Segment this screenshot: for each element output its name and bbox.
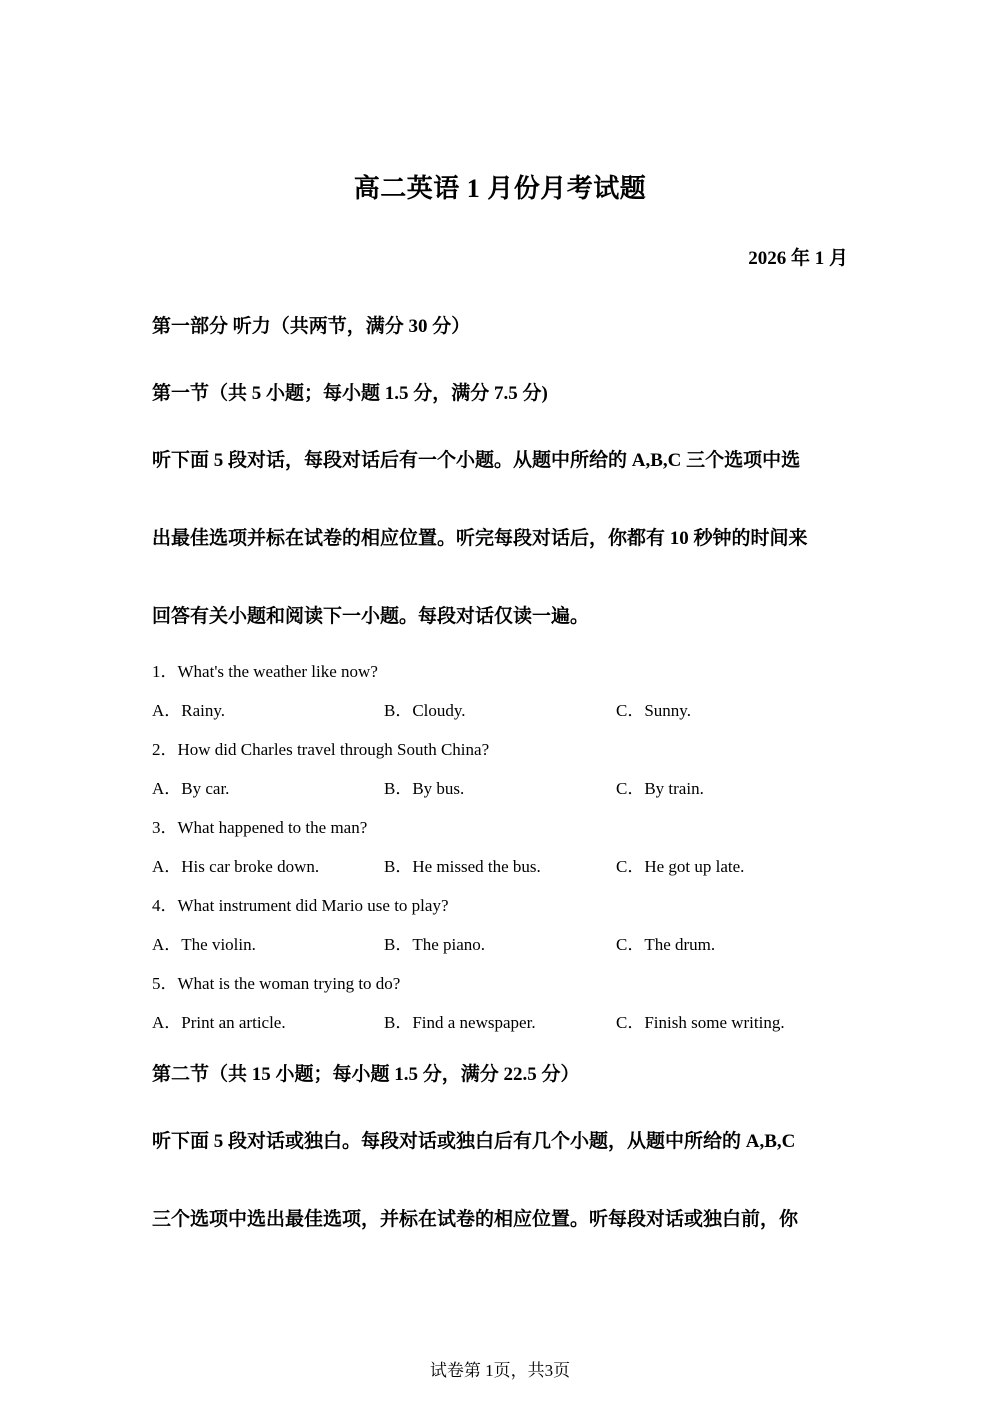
option-a: A．The violin. [152, 935, 256, 954]
question-options [152, 930, 852, 952]
question-stem: 2．How did Charles travel through South China? [152, 740, 490, 759]
option-a: A．Rainy. [152, 701, 226, 720]
option-b: B．He missed the bus. [384, 857, 541, 876]
section1-instruction-line: 出最佳选项并标在试卷的相应位置。听完每段对话后，你都有 10 秒钟的时间来 [152, 528, 808, 549]
question-stem: 3．What happened to the man? [152, 818, 368, 837]
question-stem: 4．What instrument did Mario use to play? [152, 896, 449, 915]
option-c: C．The drum. [616, 935, 716, 954]
question-options [152, 696, 852, 718]
question-options [152, 1008, 852, 1030]
question-options [152, 774, 852, 796]
option-b: B．The piano. [384, 935, 486, 954]
option-c: C．He got up late. [616, 857, 745, 876]
page-footer: 试卷第 1页，共3页 [429, 1361, 571, 1380]
section2-heading: 第二节（共 15 小题；每小题 1.5 分，满分 22.5 分） [152, 1064, 580, 1085]
part1-heading: 第一部分 听力（共两节，满分 30 分） [152, 316, 471, 337]
section1-instruction-line: 听下面 5 段对话，每段对话后有一个小题。从题中所给的 A,B,C 三个选项中选 [152, 450, 801, 471]
option-c: C．Sunny. [616, 701, 691, 720]
option-c: C．Finish some writing. [616, 1013, 785, 1032]
exam-date: 2026 年 1 月 [748, 248, 848, 269]
exam-title: 高二英语 1 月份月考试题 [353, 174, 647, 203]
question-stem: 5．What is the woman trying to do? [152, 974, 401, 993]
question-stem: 1．What's the weather like now? [152, 662, 378, 681]
section1-heading: 第一节（共 5 小题；每小题 1.5 分，满分 7.5 分) [152, 383, 548, 404]
section2-instruction-line: 听下面 5 段对话或独白。每段对话或独白后有几个小题，从题中所给的 A,B,C [152, 1131, 796, 1152]
section1-instruction-line: 回答有关小题和阅读下一小题。每段对话仅读一遍。 [152, 606, 590, 627]
option-a: A．His car broke down. [152, 857, 320, 876]
question-options [152, 852, 852, 874]
option-b: B．Cloudy. [384, 701, 466, 720]
section2-instruction-line: 三个选项中选出最佳选项，并标在试卷的相应位置。听每段对话或独白前，你 [152, 1209, 799, 1230]
option-a: A．Print an article. [152, 1013, 286, 1032]
option-c: C．By train. [616, 779, 704, 798]
option-a: A．By car. [152, 779, 230, 798]
option-b: B．Find a newspaper. [384, 1013, 536, 1032]
option-b: B．By bus. [384, 779, 465, 798]
